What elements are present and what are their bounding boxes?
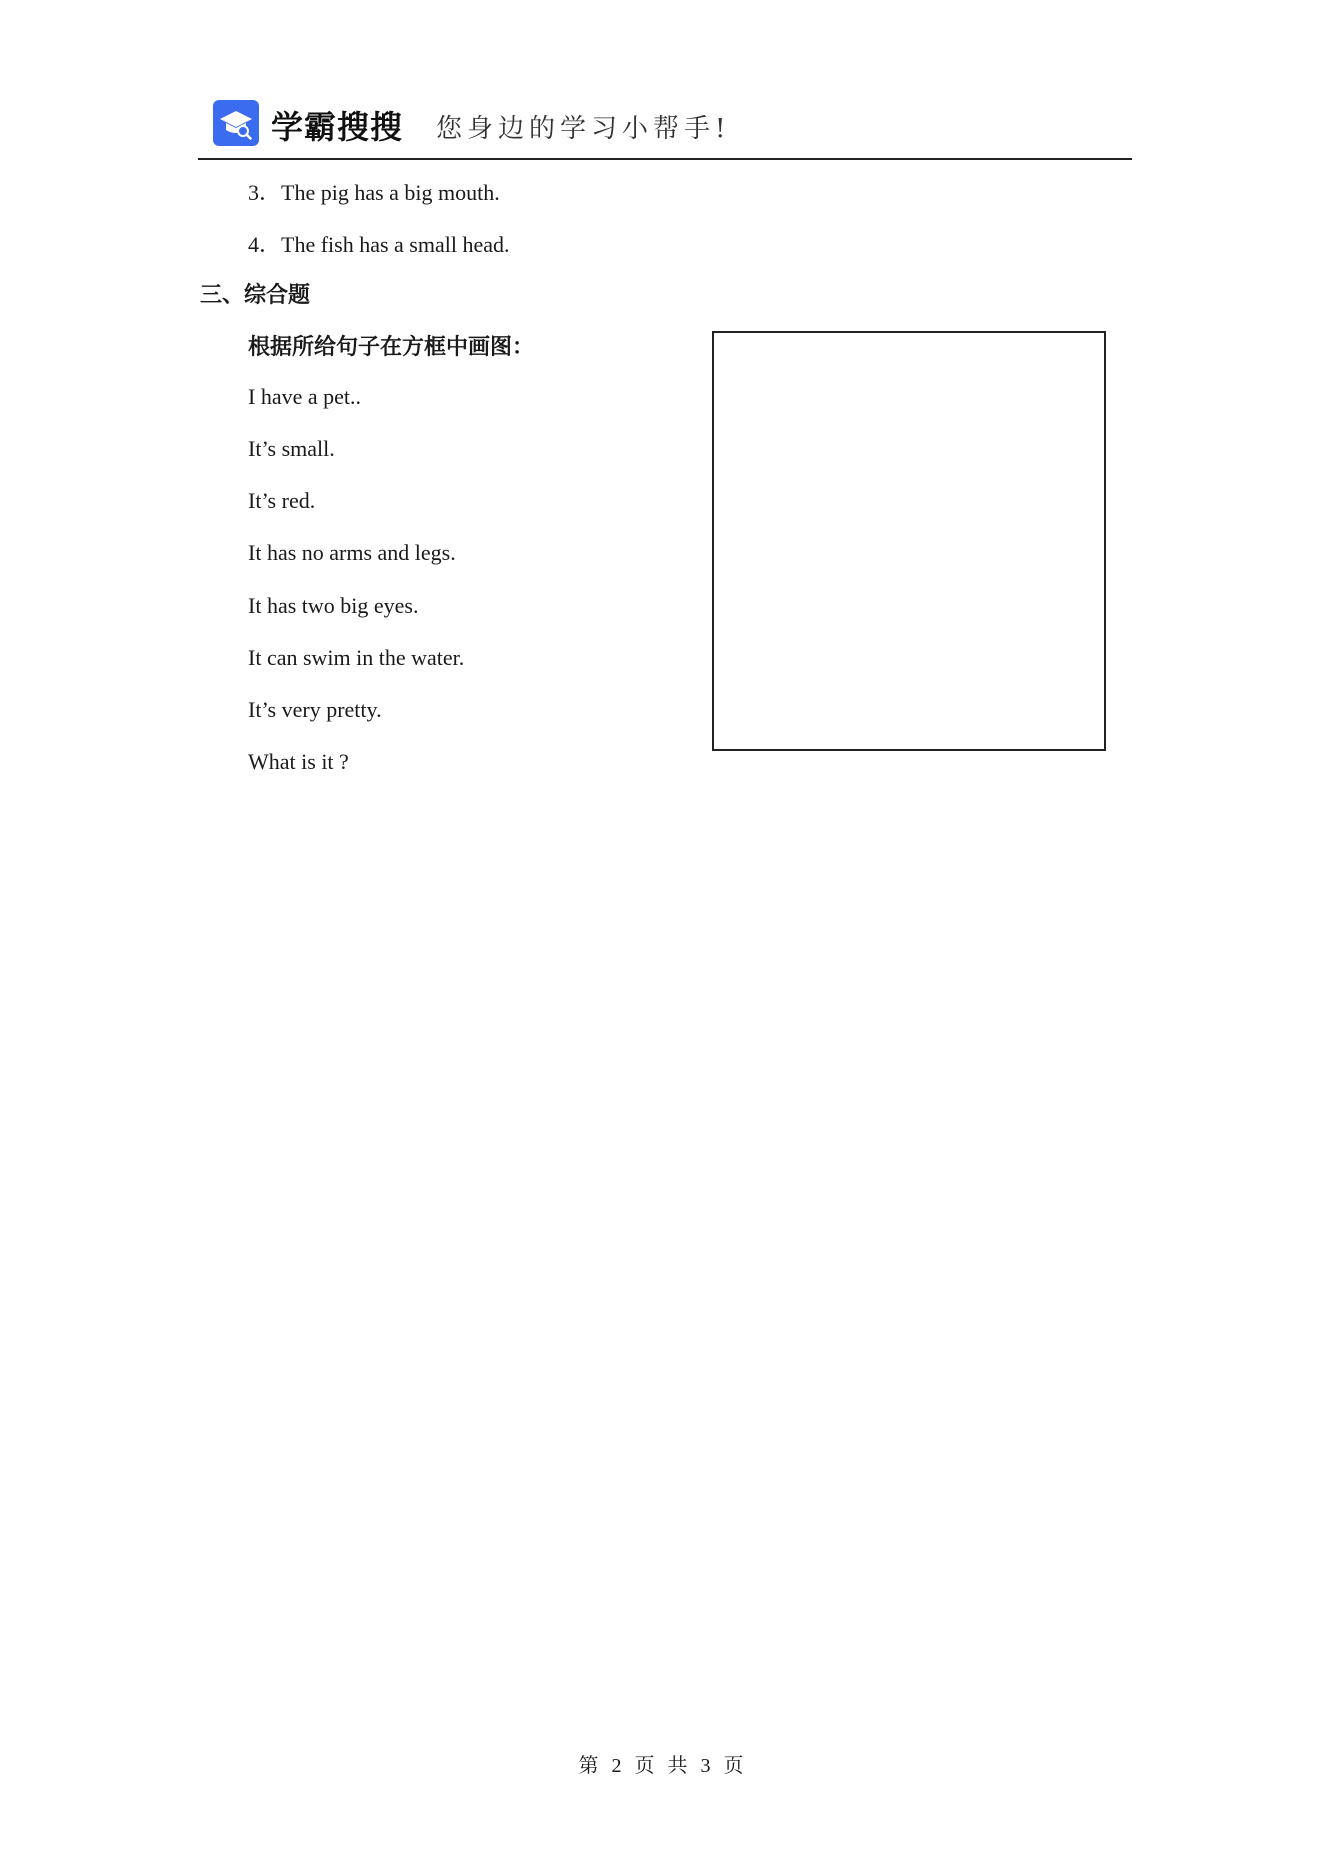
sentence-line: It has no arms and legs. — [248, 540, 456, 565]
question-text: The fish has a small head. — [281, 232, 510, 257]
question-text: The pig has a big mouth. — [281, 180, 500, 205]
instruction-text: 根据所给句子在方框中画图： — [248, 335, 535, 360]
sentence-line: What is it ? — [248, 749, 349, 774]
sentence-line: I have a pet.. — [248, 384, 361, 409]
question-item — [248, 228, 510, 259]
sentence-line: It can swim in the water. — [248, 645, 465, 670]
sentence-line: It’s small. — [248, 436, 335, 461]
question-number: 3． — [248, 180, 282, 205]
drawing-box[interactable] — [712, 331, 1106, 751]
sentence-line: It has two big eyes. — [248, 593, 419, 618]
page-header — [198, 98, 1132, 160]
slogan: 您身边的学习小帮手! — [436, 114, 731, 144]
question-item — [248, 176, 500, 207]
sentence-line: It’s red. — [248, 488, 316, 513]
logo-icon — [213, 100, 259, 146]
section-title: 三、综合题 — [200, 283, 311, 308]
question-number: 4． — [248, 232, 282, 257]
graduation-cap-search-icon — [213, 100, 259, 146]
brand-name: 学霸搜搜 — [271, 108, 404, 146]
page-number: 第 2 页 共 3 页 — [578, 1755, 745, 1777]
sentence-line: It’s very pretty. — [248, 697, 382, 722]
